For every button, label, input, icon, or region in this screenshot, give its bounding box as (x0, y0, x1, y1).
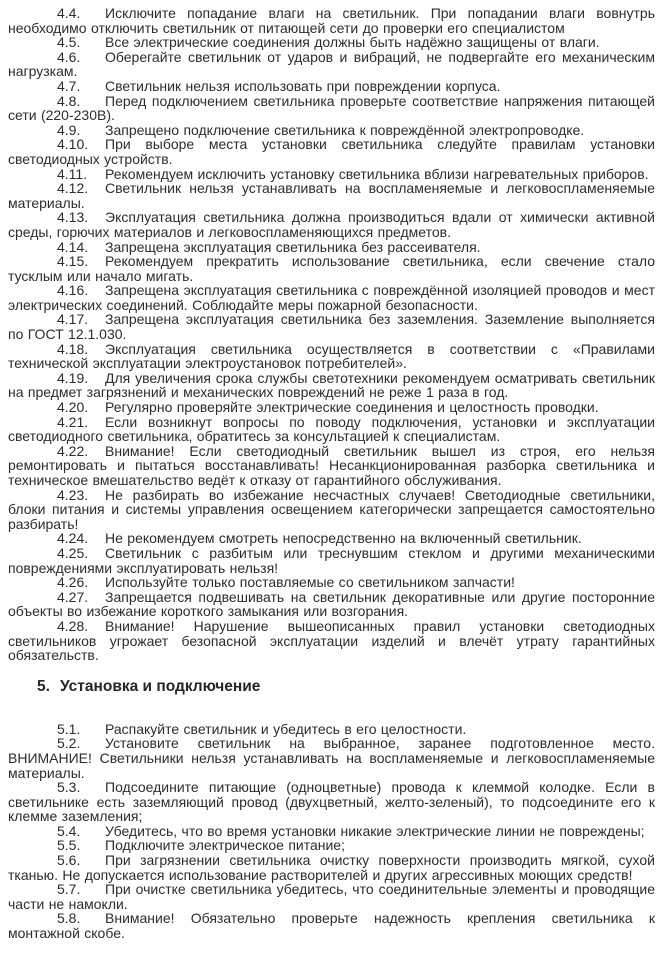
item-number: 4.8. (57, 92, 81, 109)
item-number: 4.9. (57, 121, 81, 138)
item-text: Рекомендуем прекратить использование светильника, если свечение стало тусклым или начало мигать. (8, 253, 655, 284)
item-text: Не рекомендуем смотреть непосредственно на включенный светильник. (105, 530, 582, 547)
item-text: Светильник с разбитым или треснувшим стеклом и другими механическими повреждениями эксплуатировать нельзя! (8, 544, 655, 576)
item-text: Эксплуатация светильника осуществляется в соответствии с «Правилами технической эксплуатации электроустановок потребителей». (8, 340, 655, 372)
item-text: Запрещена эксплуатация светильника без рассеивателя. (105, 238, 481, 255)
list-item (8, 35, 655, 50)
list-item (8, 853, 655, 882)
item-text: Исключите попадание влаги на светильник. При попадании влаги вовнутрь необходимо отключить светильник от питающей сети до проверки его специалистом (8, 5, 655, 36)
item-text: Внимание! Если светодиодный светильник вышел из строя, его нельзя ремонтировать и пытаться восстанавливать! Несанкционированная разборка светильника и техническое вмешательство ведёт к отказу от гарантийного обслуживания. (8, 442, 655, 488)
list-item (8, 312, 655, 341)
item-text: Убедитесь, что во время установки никакие электрические линии не повреждены; (105, 822, 645, 839)
item-text: Запрещено подключение светильника к повреждённой электропроводке. (105, 121, 585, 138)
list-item (8, 137, 655, 166)
item-number: 4.25. (57, 544, 89, 561)
item-number: 4.24. (57, 530, 89, 547)
section-5-heading-number: 5. (37, 677, 50, 695)
item-number: 5.6. (57, 852, 81, 869)
list-item (8, 488, 655, 532)
list-item (8, 575, 655, 590)
item-text: Подсоедините питающие (одноцветные) провода к клеммой колодке. Если в светильнике есть заземляющий провод (двухцветный, желто-зеленый), то подсоедините его к клемме заземления; (8, 779, 655, 825)
item-number: 4.23. (57, 486, 89, 503)
list-item (8, 736, 655, 780)
item-number: 5.2. (57, 735, 81, 752)
item-number: 4.10. (57, 136, 89, 153)
list-item (8, 619, 655, 663)
item-number: 5.8. (57, 910, 81, 927)
item-text: При загрязнении светильника очистку поверхности производить мягкой, сухой тканью. Не допускается использование растворителей и других агрессивных моющих средств! (8, 852, 655, 883)
list-item (8, 546, 655, 575)
item-number: 4.27. (57, 588, 89, 605)
item-number: 4.16. (57, 282, 89, 299)
item-text: Светильник нельзя использовать при повреждении корпуса. (105, 77, 501, 94)
item-number: 5.7. (57, 881, 81, 898)
list-item (8, 882, 655, 911)
item-text: Для увеличения срока службы светотехники рекомендуем осматривать светильник на предмет загрязнений и механических повреждений не реже 1 раза в год. (8, 369, 655, 401)
item-number: 4.26. (57, 574, 89, 591)
item-text: Используйте только поставляемые со светильником запчасти! (105, 574, 515, 591)
item-text: Светильник нельзя устанавливать на воспламеняемые и легковоспламеняемые материалы. (8, 180, 655, 211)
item-text: Запрещена эксплуатация светильника без заземления. Заземление выполняется по ГОСТ 12.1.030. (8, 311, 655, 343)
item-number: 4.14. (57, 238, 89, 255)
list-item (8, 838, 655, 853)
list-item (8, 79, 655, 94)
list-item (8, 181, 655, 210)
item-text: Распакуйте светильник и убедитесь в его целостности. (105, 720, 467, 737)
list-item (8, 6, 655, 35)
list-item (8, 590, 655, 619)
list-item (8, 444, 655, 488)
item-number: 5.3. (57, 779, 81, 796)
item-text: Запрещается подвешивать на светильник декоративные или другие посторонние объекты во избежание короткого замыкания или возгорания. (8, 588, 655, 620)
item-number: 5.1. (57, 720, 81, 737)
item-text: При очистке светильника убедитесь, что соединительные элементы и проводящие части не намокли. (8, 881, 655, 912)
item-text: Внимание! Обязательно проверьте надежность крепления светильника к монтажной скобе. (8, 910, 655, 942)
list-item (8, 371, 655, 400)
item-number: 4.12. (57, 180, 89, 197)
item-text: Оберегайте светильник от ударов и вибраций, не подвергайте его механическим нагрузкам. (8, 48, 655, 80)
item-number: 5.5. (57, 837, 81, 854)
item-number: 4.11. (57, 165, 88, 182)
item-number: 4.15. (57, 253, 89, 270)
item-number: 4.28. (57, 617, 89, 634)
item-text: Если возникнут вопросы по поводу подключения, установки и эксплуатации светодиодного светильника, обратитесь за консультацией к специалистам. (8, 413, 655, 445)
item-text: Рекомендуем исключить установку светильника вблизи нагревательных приборов. (105, 165, 649, 182)
list-item (8, 123, 655, 138)
item-text: Перед подключением светильника проверьте соответствие напряжения питающей сети (220-230В). (8, 92, 655, 124)
item-text: Установите светильник на выбранное, заранее подготовленное место. ВНИМАНИЕ! Светильники нельзя устанавливать на воспламеняемые и легковоспламеняемые материалы. (8, 735, 655, 781)
list-item (8, 167, 655, 182)
item-number: 4.4. (57, 5, 81, 21)
list-item (8, 283, 655, 312)
list-item (8, 254, 655, 283)
list-item (8, 415, 655, 444)
item-number: 4.18. (57, 340, 89, 357)
section-5-steps-list (8, 722, 655, 941)
item-text: Запрещена эксплуатация светильника с повреждённой изоляцией проводов и мест электрических соединений. Соблюдайте меры пожарной безопасности. (8, 282, 655, 313)
list-item (8, 210, 655, 239)
item-number: 4.21. (57, 413, 89, 430)
item-text: Не разбирать во избежание несчастных случаев! Светодиодные светильники, блоки питания и системы управления освещением категорически запрещается самостоятельно разбирать! (8, 486, 655, 532)
item-number: 5.4. (57, 822, 81, 839)
item-text: Внимание! Нарушение вышеописанных правил установки светодиодных светильников угрожает безопасной эксплуатации изделий и влечёт утрату гарантийных обязательств. (8, 617, 655, 664)
list-item (8, 722, 655, 737)
list-item (8, 342, 655, 371)
list-item (8, 240, 655, 255)
section-5-heading (8, 677, 655, 696)
item-number: 4.22. (57, 442, 89, 459)
list-item (8, 400, 655, 415)
section-5-heading-title: Установка и подключение (60, 677, 261, 695)
item-number: 4.6. (57, 48, 81, 65)
item-text: Эксплуатация светильника должна производиться вдали от химически активной среды, горючих материалов и легковоспламеняющихся предметов. (8, 209, 655, 240)
item-number: 4.17. (57, 311, 89, 328)
item-number: 4.19. (57, 369, 89, 386)
item-text: При выборе места установки светильника следуйте правилам установки светодиодных устройств. (8, 136, 655, 167)
list-item (8, 94, 655, 123)
list-item (8, 531, 655, 546)
item-text: Подключите электрическое питание; (105, 837, 345, 854)
section-4-safety-list (8, 6, 655, 663)
list-item (8, 50, 655, 79)
item-number: 4.5. (57, 34, 81, 51)
list-item (8, 911, 655, 940)
item-text: Регулярно проверяйте электрические соединения и целостность проводки. (105, 399, 599, 416)
item-text: Все электрические соединения должны быть надёжно защищены от влаги. (105, 34, 600, 51)
list-item (8, 824, 655, 839)
item-number: 4.7. (57, 77, 81, 94)
item-number: 4.13. (57, 209, 89, 226)
item-number: 4.20. (57, 399, 89, 416)
list-item (8, 780, 655, 824)
